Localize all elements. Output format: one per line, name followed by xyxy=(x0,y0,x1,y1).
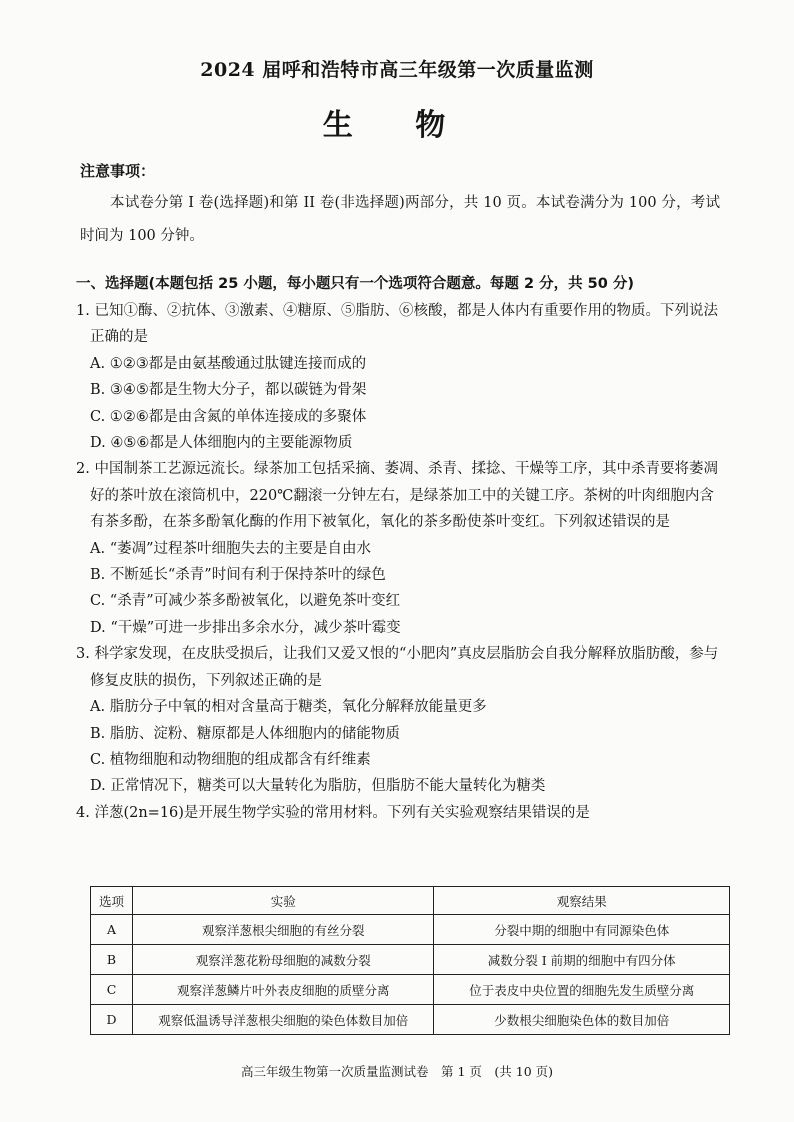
table-row xyxy=(91,1005,730,1035)
option-d: D. 正常情况下，糖类可以大量转化为脂肪，但脂肪不能大量转化为糖类 xyxy=(90,778,546,795)
question-4 xyxy=(76,800,726,826)
question-list xyxy=(76,298,726,826)
table-header-cell: 选项 xyxy=(91,887,133,915)
option-d: D. “干燥”可进一步排出多余水分，减少茶叶霉变 xyxy=(90,619,401,636)
table-cell: C xyxy=(91,975,133,1005)
subject-title: 生 物 xyxy=(322,108,472,143)
table-cell: 观察洋葱鳞片叶外表皮细胞的质壁分离 xyxy=(132,975,434,1005)
question-stem: 3. 科学家发现，在皮肤受损后，让我们又爱又恨的“小肥肉”真皮层脂肪会自我分解释放脂肪酸，参与修复皮肤的损伤，下列叙述正确的是 xyxy=(76,646,719,689)
question-stem: 1. 已知①酶、②抗体、③激素、④糖原、⑤脂肪、⑥核酸，都是人体内有重要作用的物质。下列说法正确的是 xyxy=(76,303,718,346)
option-b: B. 不断延长“杀青”时间有利于保持茶叶的绿色 xyxy=(90,567,386,584)
table-cell: 位于表皮中央位置的细胞先发生质壁分离 xyxy=(434,975,730,1005)
table-cell: 减数分裂 I 前期的细胞中有四分体 xyxy=(434,945,730,975)
section-heading: 一、选择题(本题包括 25 小题，每小题只有一个选项符合题意。每题 2 分，共 50 分) xyxy=(76,276,634,292)
table-header-cell: 实验 xyxy=(132,887,434,915)
table-row xyxy=(91,975,730,1005)
question-2 xyxy=(76,456,726,641)
question-1 xyxy=(76,298,726,456)
option-b: B. ③④⑤都是生物大分子，都以碳链为骨架 xyxy=(90,382,367,399)
notice-body: 本试卷分第 I 卷(选择题)和第 II 卷(非选择题)两部分，共 10 页。本试卷满分为 100 分，考试时间为 100 分钟。 xyxy=(80,195,720,244)
table-cell: A xyxy=(91,915,133,945)
table-cell: B xyxy=(91,945,133,975)
option-c: C. “杀青”可减少茶多酚被氧化，以避免茶叶变红 xyxy=(90,593,401,610)
table-cell: 观察低温诱导洋葱根尖细胞的染色体数目加倍 xyxy=(132,1005,434,1035)
table-cell: 观察洋葱根尖细胞的有丝分裂 xyxy=(132,915,434,945)
question-3 xyxy=(76,641,726,799)
question-stem: 2. 中国制茶工艺源远流长。绿茶加工包括采摘、萎凋、杀青、揉捻、干燥等工序，其中杀青要将萎凋好的茶叶放在滚筒机中，220℃翻滚一分钟左右，是绿茶加工中的关键工序。茶树的叶肉细胞内含有茶多酚，在茶多酚氧化酶的作用下被氧化，氧化的茶多酚使茶叶变红。下列叙述错误的是 xyxy=(76,461,718,531)
table-cell: 分裂中期的细胞中有同源染色体 xyxy=(434,915,730,945)
experiment-table xyxy=(90,886,730,1035)
table-cell: 观察洋葱花粉母细胞的减数分裂 xyxy=(132,945,434,975)
table-cell: D xyxy=(91,1005,133,1035)
table-row xyxy=(91,915,730,945)
table-header-row xyxy=(91,887,730,915)
option-c: C. ①②⑥都是由含氮的单体连接成的多聚体 xyxy=(90,408,367,425)
option-a: A. “萎凋”过程茶叶细胞失去的主要是自由水 xyxy=(90,540,372,557)
question-stem: 4. 洋葱(2n=16)是开展生物学实验的常用材料。下列有关实验观察结果错误的是 xyxy=(76,804,590,821)
option-b: B. 脂肪、淀粉、糖原都是人体细胞内的储能物质 xyxy=(90,725,400,742)
option-a: A. 脂肪分子中氧的相对含量高于糖类，氧化分解释放能量更多 xyxy=(90,699,487,716)
option-a: A. ①②③都是由氨基酸通过肽键连接而成的 xyxy=(90,355,367,372)
option-c: C. 植物细胞和动物细胞的组成都含有纤维素 xyxy=(90,751,371,768)
table-cell: 少数根尖细胞染色体的数目加倍 xyxy=(434,1005,730,1035)
option-d: D. ④⑤⑥都是人体细胞内的主要能源物质 xyxy=(90,435,353,452)
exam-title: 2024 届呼和浩特市高三年级第一次质量监测 xyxy=(200,59,594,81)
notice-heading: 注意事项： xyxy=(80,162,156,180)
table-header-cell: 观察结果 xyxy=(434,887,730,915)
table-row xyxy=(91,945,730,975)
page-footer: 高三年级生物第一次质量监测试卷 第 1 页 (共 10 页) xyxy=(240,1064,553,1079)
